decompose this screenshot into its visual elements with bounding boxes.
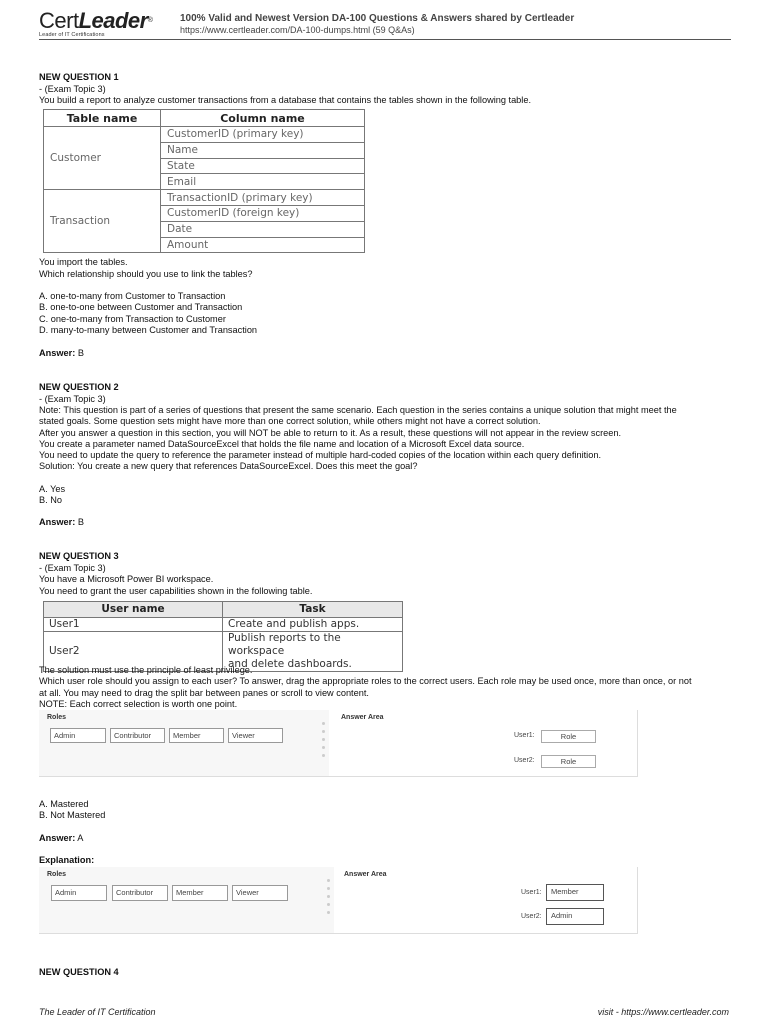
- q3-option-b: B. Not Mastered: [39, 810, 106, 821]
- answer-value: A: [77, 833, 84, 843]
- q1-question: Which relationship should you use to link the tables?: [39, 268, 253, 279]
- q2-body: [39, 405, 731, 473]
- user1-role-slot[interactable]: Member: [546, 884, 604, 901]
- table-cell-task1: Create and publish apps.: [223, 618, 403, 632]
- task2-line-a: Publish reports to the workspace: [228, 632, 341, 657]
- table-cell-column: Name: [161, 142, 365, 158]
- answer-value: B: [77, 517, 84, 527]
- split-bar-handle[interactable]: [322, 722, 326, 762]
- q1-topic: - (Exam Topic 3): [39, 83, 106, 94]
- q3-user-task-table: [43, 601, 403, 672]
- q1-option-a: A. one-to-many from Customer to Transaction: [39, 291, 226, 301]
- footer-tagline: The Leader of IT Certification: [39, 1007, 156, 1017]
- table-header-table-name: Table name: [44, 110, 161, 127]
- table-cell-column: Date: [161, 221, 365, 237]
- table-header-task: Task: [223, 602, 403, 618]
- table-cell-customer: Customer: [44, 127, 161, 190]
- task2-line-b: and delete dashboards.: [228, 658, 352, 670]
- table-cell-column: CustomerID (foreign key): [161, 205, 365, 221]
- q3-explanation-panel: [39, 867, 638, 934]
- table-cell-user1: User1: [44, 618, 223, 632]
- header-divider: [39, 39, 731, 40]
- table-header-column-name: Column name: [161, 110, 365, 127]
- answer-label: Answer:: [39, 348, 76, 358]
- q3-answer: [39, 833, 83, 844]
- answer-label: Answer:: [39, 833, 76, 843]
- roles-label: Roles: [47, 871, 67, 878]
- table-cell-column: CustomerID (primary key): [161, 127, 365, 143]
- q3-instructions: [39, 665, 731, 710]
- answer-area: [329, 710, 637, 776]
- q1-answer: [39, 348, 84, 359]
- answer-area-label: Answer Area: [341, 714, 384, 721]
- logo-leader-text: Leader: [78, 8, 148, 33]
- role-admin[interactable]: Admin: [51, 885, 107, 901]
- logo-cert-text: Cert: [39, 8, 79, 33]
- table-cell-column: Email: [161, 174, 365, 190]
- q2-heading: NEW QUESTION 2: [39, 382, 119, 392]
- q3-dragdrop-panel: [39, 710, 638, 777]
- q2-line: stated goals. Some question sets might have more than one correct solution, while others might not have a correct solution.: [39, 416, 541, 427]
- q2-options: [39, 484, 731, 507]
- q2-topic: - (Exam Topic 3): [39, 393, 106, 404]
- answer-value: B: [77, 348, 84, 358]
- logo-tagline: Leader of IT Certifications: [39, 32, 105, 38]
- header-url[interactable]: https://www.certleader.com/DA-100-dumps.html (59 Q&As): [180, 25, 415, 35]
- table-header-user-name: User name: [44, 602, 223, 618]
- q3-instruction-line: The solution must use the principle of least privilege.: [39, 665, 253, 675]
- user2-role-slot[interactable]: Admin: [546, 908, 604, 925]
- split-bar-handle[interactable]: [327, 879, 331, 919]
- roles-label: Roles: [47, 714, 67, 721]
- q3-heading: NEW QUESTION 3: [39, 551, 119, 561]
- q3-line1: You have a Microsoft Power BI workspace.: [39, 574, 214, 584]
- q1-tables-table: [43, 109, 365, 253]
- q3-options: [39, 799, 731, 822]
- user1-label: User1:: [514, 732, 535, 739]
- header-title: 100% Valid and Newest Version DA-100 Questions & Answers shared by Certleader: [180, 13, 575, 24]
- q2-option-a: A. Yes: [39, 484, 66, 494]
- q2-line: After you answer a question in this section, you will NOT be able to return to it. As a result, these questions will not appear in the review screen.: [39, 427, 622, 438]
- answer-area-label: Answer Area: [344, 871, 387, 878]
- q2-line: You need to update the query to reference the parameter instead of multiple hard-coded copies of the location within each query definition.: [39, 450, 601, 461]
- q1-intro: You build a report to analyze customer transactions from a database that contains the tables shown in the following table.: [39, 95, 531, 105]
- role-viewer[interactable]: Viewer: [232, 885, 288, 901]
- q1-heading: NEW QUESTION 1: [39, 72, 119, 82]
- q3-instruction-line: at all. You may need to drag the split bar between panes or scroll to view content.: [39, 687, 369, 698]
- q2-option-b: B. No: [39, 495, 62, 506]
- q1-option-c: C. one-to-many from Transaction to Customer: [39, 313, 226, 324]
- user1-label: User1:: [521, 889, 542, 896]
- q3-topic: - (Exam Topic 3): [39, 562, 106, 573]
- q2-line: You create a parameter named DataSourceExcel that holds the file name and location of a Microsoft Excel data source.: [39, 438, 525, 449]
- logo-registered-mark: ®: [147, 17, 153, 24]
- table-cell-user2: User2: [44, 632, 223, 672]
- q1-import: You import the tables.: [39, 257, 128, 267]
- user2-label: User2:: [521, 913, 542, 920]
- table-cell-column: State: [161, 158, 365, 174]
- role-contributor[interactable]: Contributor: [110, 728, 165, 743]
- q3-option-a: A. Mastered: [39, 799, 89, 809]
- q3-line2: You need to grant the user capabilities shown in the following table.: [39, 585, 313, 596]
- role-admin[interactable]: Admin: [50, 728, 106, 743]
- role-contributor[interactable]: Contributor: [112, 885, 168, 901]
- q3-instruction-line: Which user role should you assign to each user? To answer, drag the appropriate roles to the correct users. Each role may be used once, more than once, or not: [39, 676, 692, 687]
- q1-options: [39, 291, 731, 336]
- q4-heading: NEW QUESTION 4: [39, 967, 119, 977]
- answer-label: Answer:: [39, 517, 76, 527]
- certleader-logo: [39, 10, 152, 38]
- table-cell-column: Amount: [161, 237, 365, 253]
- role-member[interactable]: Member: [169, 728, 224, 743]
- table-cell-transaction: Transaction: [44, 190, 161, 253]
- user2-role-slot[interactable]: Role: [541, 755, 596, 768]
- q1-option-b: B. one-to-one between Customer and Transaction: [39, 302, 243, 313]
- q3-instruction-line: NOTE: Each correct selection is worth one point.: [39, 698, 238, 709]
- footer-link[interactable]: visit - https://www.certleader.com: [597, 1007, 729, 1017]
- q1-option-d: D. many-to-many between Customer and Transaction: [39, 324, 258, 335]
- role-viewer[interactable]: Viewer: [228, 728, 283, 743]
- user2-label: User2:: [514, 757, 535, 764]
- table-cell-column: TransactionID (primary key): [161, 190, 365, 206]
- q2-answer: [39, 517, 84, 528]
- q2-line: Note: This question is part of a series of questions that present the same scenario. Each question in the series contains a unique solution that might meet the: [39, 405, 677, 415]
- q3-explanation-label: Explanation:: [39, 855, 95, 865]
- role-member[interactable]: Member: [172, 885, 228, 901]
- user1-role-slot[interactable]: Role: [541, 730, 596, 743]
- q2-line: Solution: You create a new query that references DataSourceExcel. Does this meet the goal?: [39, 461, 418, 472]
- answer-area: [334, 867, 637, 933]
